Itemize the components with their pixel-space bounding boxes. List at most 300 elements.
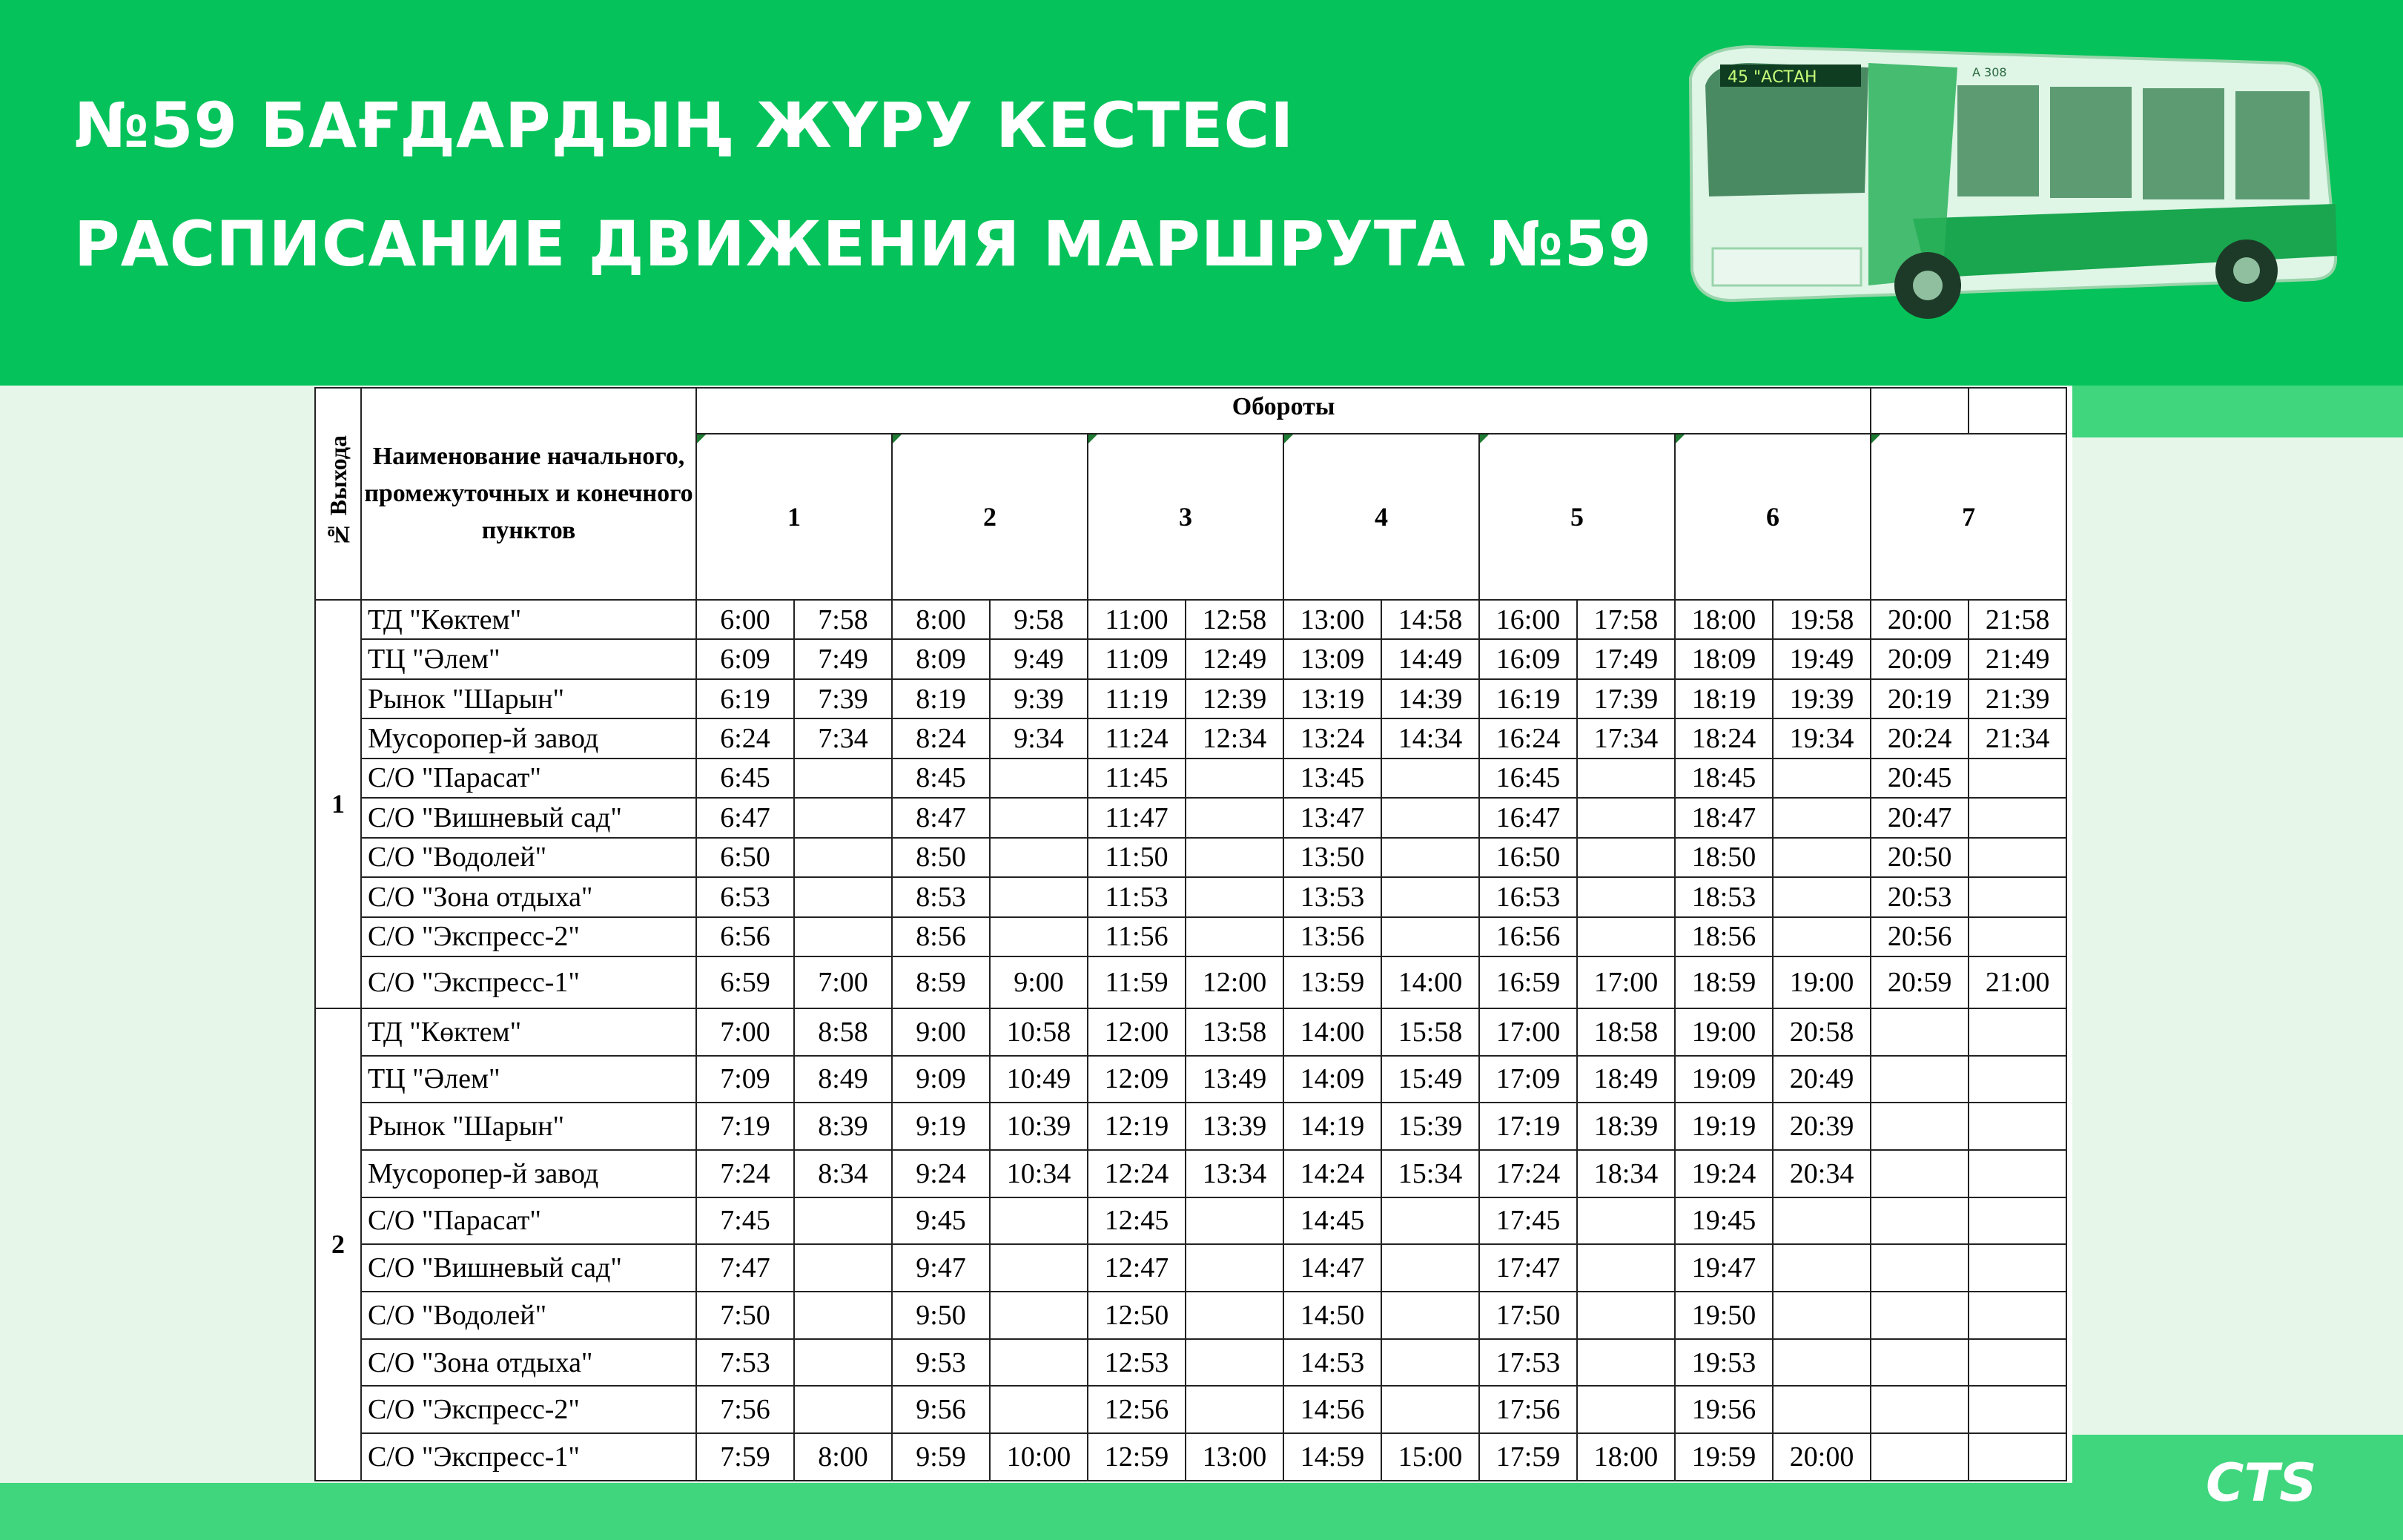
time-cell: 11:00: [1088, 600, 1186, 639]
time-cell: 12:09: [1088, 1056, 1186, 1103]
time-cell: 11:59: [1088, 956, 1186, 1008]
time-cell: [1773, 1197, 1871, 1245]
turn-number-header: 4: [1283, 434, 1479, 600]
time-cell: [1773, 877, 1871, 916]
time-cell: 6:45: [696, 759, 794, 798]
time-cell: 9:34: [990, 718, 1088, 758]
time-cell: 21:39: [1969, 679, 2066, 718]
time-cell: 9:00: [892, 1008, 990, 1056]
time-cell: [1381, 877, 1479, 916]
time-cell: [1773, 1244, 1871, 1292]
time-cell: [1577, 838, 1675, 877]
time-cell: 21:34: [1969, 718, 2066, 758]
time-cell: [1969, 838, 2066, 877]
time-cell: [1577, 1292, 1675, 1339]
time-cell: [1969, 1339, 2066, 1387]
time-cell: 9:47: [892, 1244, 990, 1292]
stop-name-cell: С/О "Вишневый сад": [361, 798, 696, 837]
time-cell: [1969, 877, 2066, 916]
time-cell: 9:50: [892, 1292, 990, 1339]
time-cell: 7:00: [794, 956, 892, 1008]
time-cell: 7:00: [696, 1008, 794, 1056]
time-cell: 11:53: [1088, 877, 1186, 916]
time-cell: 18:09: [1675, 639, 1773, 678]
time-cell: [1871, 1008, 1969, 1056]
time-cell: [794, 877, 892, 916]
time-cell: 12:34: [1186, 718, 1283, 758]
time-cell: 18:47: [1675, 798, 1773, 837]
time-cell: 18:00: [1675, 600, 1773, 639]
table-row: [315, 1008, 2073, 1056]
time-cell: [1969, 1386, 2066, 1433]
time-cell: 14:45: [1283, 1197, 1381, 1245]
time-cell: 12:19: [1088, 1103, 1186, 1150]
time-cell: [794, 1292, 892, 1339]
stop-name-cell: С/О "Водолей": [361, 838, 696, 877]
time-cell: [1871, 1292, 1969, 1339]
time-cell: 9:09: [892, 1056, 990, 1103]
time-cell: [990, 1292, 1088, 1339]
stop-name-column-header: Наименование начального, промежуточных и конечного пунктов: [361, 388, 696, 600]
stop-name-cell: Рынок "Шарын": [361, 1103, 696, 1150]
time-cell: 20:45: [1871, 759, 1969, 798]
time-cell: [1969, 759, 2066, 798]
time-cell: 13:56: [1283, 917, 1381, 956]
time-cell: [1381, 1386, 1479, 1433]
time-cell: 21:00: [1969, 956, 2066, 1008]
time-cell: [1773, 1292, 1871, 1339]
table-row: [315, 877, 2073, 916]
time-cell: 17:50: [1479, 1292, 1577, 1339]
time-cell: 8:59: [892, 956, 990, 1008]
time-cell: 11:50: [1088, 838, 1186, 877]
time-cell: 14:50: [1283, 1292, 1381, 1339]
time-cell: 13:34: [1186, 1150, 1283, 1197]
time-cell: 7:24: [696, 1150, 794, 1197]
turn-number-header: 6: [1675, 434, 1871, 600]
time-cell: 8:45: [892, 759, 990, 798]
time-cell: 19:19: [1675, 1103, 1773, 1150]
table-row: [315, 1386, 2073, 1433]
time-cell: [794, 1244, 892, 1292]
time-cell: 9:56: [892, 1386, 990, 1433]
time-cell: 13:00: [1186, 1433, 1283, 1481]
turns-group-header: Обороты: [696, 388, 1871, 434]
time-cell: [1773, 838, 1871, 877]
time-cell: 16:53: [1479, 877, 1577, 916]
time-cell: [1186, 798, 1283, 837]
time-cell: 16:50: [1479, 838, 1577, 877]
table-row: [315, 838, 2073, 877]
time-cell: 21:49: [1969, 639, 2066, 678]
stop-name-cell: ТЦ "Әлем": [361, 639, 696, 678]
time-cell: [1871, 1056, 1969, 1103]
time-cell: 9:24: [892, 1150, 990, 1197]
time-cell: 18:56: [1675, 917, 1773, 956]
time-cell: 12:00: [1088, 1008, 1186, 1056]
schedule-body: [315, 600, 2073, 1481]
time-cell: [1577, 759, 1675, 798]
time-cell: 10:34: [990, 1150, 1088, 1197]
time-cell: 9:58: [990, 600, 1088, 639]
time-cell: 14:24: [1283, 1150, 1381, 1197]
time-cell: [990, 877, 1088, 916]
decor-band-top: [2072, 386, 2403, 437]
stop-name-cell: С/О "Экспресс-1": [361, 1433, 696, 1481]
time-cell: 9:59: [892, 1433, 990, 1481]
time-cell: 18:00: [1577, 1433, 1675, 1481]
time-cell: 7:59: [696, 1433, 794, 1481]
bus-icon: [1646, 33, 2358, 330]
time-cell: 20:24: [1871, 718, 1969, 758]
time-cell: 14:59: [1283, 1433, 1381, 1481]
time-cell: 10:00: [990, 1433, 1088, 1481]
time-cell: 8:58: [794, 1008, 892, 1056]
time-cell: [794, 1339, 892, 1387]
time-cell: [1186, 759, 1283, 798]
header-banner: [0, 0, 2403, 386]
stop-name-cell: С/О "Экспресс-2": [361, 1386, 696, 1433]
time-cell: 14:19: [1283, 1103, 1381, 1150]
time-cell: [1577, 1197, 1675, 1245]
time-cell: 19:58: [1773, 600, 1871, 639]
time-cell: [1381, 1197, 1479, 1245]
time-cell: 11:09: [1088, 639, 1186, 678]
time-cell: 11:45: [1088, 759, 1186, 798]
time-cell: 19:39: [1773, 679, 1871, 718]
time-cell: [1186, 1292, 1283, 1339]
time-cell: 12:47: [1088, 1244, 1186, 1292]
time-cell: 7:49: [794, 639, 892, 678]
time-cell: 13:39: [1186, 1103, 1283, 1150]
time-cell: 20:47: [1871, 798, 1969, 837]
footer-band: [0, 1483, 2403, 1540]
stop-name-cell: С/О "Вишневый сад": [361, 1244, 696, 1292]
time-cell: 7:19: [696, 1103, 794, 1150]
time-cell: [1186, 917, 1283, 956]
stop-name-cell: Мусоропер-й завод: [361, 1150, 696, 1197]
time-cell: 13:47: [1283, 798, 1381, 837]
time-cell: 16:09: [1479, 639, 1577, 678]
time-cell: 6:56: [696, 917, 794, 956]
time-cell: [990, 838, 1088, 877]
time-cell: 19:09: [1675, 1056, 1773, 1103]
schedule-table: [314, 387, 2073, 1481]
time-cell: 16:59: [1479, 956, 1577, 1008]
time-cell: 16:00: [1479, 600, 1577, 639]
time-cell: [990, 1244, 1088, 1292]
time-cell: 13:49: [1186, 1056, 1283, 1103]
time-cell: 8:49: [794, 1056, 892, 1103]
time-cell: 8:00: [794, 1433, 892, 1481]
time-cell: 8:47: [892, 798, 990, 837]
exit-column-header: № Выхода: [315, 388, 361, 600]
time-cell: 7:45: [696, 1197, 794, 1245]
time-cell: 14:00: [1283, 1008, 1381, 1056]
time-cell: 8:00: [892, 600, 990, 639]
time-cell: 12:53: [1088, 1339, 1186, 1387]
turn-number-header: 1: [696, 434, 892, 600]
time-cell: 20:34: [1773, 1150, 1871, 1197]
time-cell: [1969, 1197, 2066, 1245]
time-cell: 17:59: [1479, 1433, 1577, 1481]
time-cell: 16:45: [1479, 759, 1577, 798]
time-cell: [1773, 917, 1871, 956]
time-cell: 12:00: [1186, 956, 1283, 1008]
turn-number-header: 5: [1479, 434, 1675, 600]
time-cell: 16:24: [1479, 718, 1577, 758]
time-cell: [1773, 1386, 1871, 1433]
time-cell: 19:59: [1675, 1433, 1773, 1481]
time-cell: 11:56: [1088, 917, 1186, 956]
time-cell: 18:58: [1577, 1008, 1675, 1056]
time-cell: [1969, 917, 2066, 956]
table-row: [315, 1056, 2073, 1103]
stop-name-cell: С/О "Парасат": [361, 1197, 696, 1245]
time-cell: 17:34: [1577, 718, 1675, 758]
table-row: [315, 718, 2073, 758]
time-cell: [794, 1386, 892, 1433]
time-cell: 17:47: [1479, 1244, 1577, 1292]
time-cell: 17:49: [1577, 639, 1675, 678]
time-cell: 10:39: [990, 1103, 1088, 1150]
time-cell: 18:59: [1675, 956, 1773, 1008]
turn-number-header: 7: [1871, 434, 2066, 600]
stop-name-cell: С/О "Зона отдыха": [361, 877, 696, 916]
time-cell: 15:49: [1381, 1056, 1479, 1103]
time-cell: 9:53: [892, 1339, 990, 1387]
time-cell: [1577, 798, 1675, 837]
time-cell: 9:39: [990, 679, 1088, 718]
table-row: [315, 1433, 2073, 1481]
time-cell: 19:34: [1773, 718, 1871, 758]
time-cell: [1871, 1386, 1969, 1433]
time-cell: 7:39: [794, 679, 892, 718]
time-cell: 14:00: [1381, 956, 1479, 1008]
time-cell: 6:53: [696, 877, 794, 916]
time-cell: 6:00: [696, 600, 794, 639]
time-cell: 8:39: [794, 1103, 892, 1150]
table-row: [315, 1150, 2073, 1197]
time-cell: 19:56: [1675, 1386, 1773, 1433]
time-cell: 14:49: [1381, 639, 1479, 678]
time-cell: [1381, 1339, 1479, 1387]
time-cell: 17:09: [1479, 1056, 1577, 1103]
time-cell: 14:58: [1381, 600, 1479, 639]
time-cell: 14:34: [1381, 718, 1479, 758]
table-row: [315, 1103, 2073, 1150]
time-cell: [794, 759, 892, 798]
time-cell: 13:58: [1186, 1008, 1283, 1056]
time-cell: 14:47: [1283, 1244, 1381, 1292]
time-cell: [990, 798, 1088, 837]
time-cell: [1969, 1103, 2066, 1150]
time-cell: 10:58: [990, 1008, 1088, 1056]
time-cell: 20:00: [1871, 600, 1969, 639]
schedule-table-container: [314, 387, 2072, 1481]
time-cell: [1773, 1339, 1871, 1387]
time-cell: [1577, 1386, 1675, 1433]
stop-name-cell: ТД "Көктем": [361, 600, 696, 639]
time-cell: 7:34: [794, 718, 892, 758]
time-cell: [1871, 1103, 1969, 1150]
time-cell: 17:00: [1479, 1008, 1577, 1056]
time-cell: 12:50: [1088, 1292, 1186, 1339]
stop-name-cell: Мусоропер-й завод: [361, 718, 696, 758]
time-cell: [1186, 1244, 1283, 1292]
time-cell: 6:09: [696, 639, 794, 678]
stop-name-cell: С/О "Зона отдыха": [361, 1339, 696, 1387]
time-cell: 16:56: [1479, 917, 1577, 956]
time-cell: [794, 838, 892, 877]
time-cell: 8:50: [892, 838, 990, 877]
header-empty-cell: [1871, 388, 1969, 434]
time-cell: [1186, 877, 1283, 916]
time-cell: 18:24: [1675, 718, 1773, 758]
time-cell: [1773, 798, 1871, 837]
time-cell: [1381, 1244, 1479, 1292]
time-cell: [1871, 1433, 1969, 1481]
time-cell: 19:47: [1675, 1244, 1773, 1292]
time-cell: 12:59: [1088, 1433, 1186, 1481]
stop-name-cell: С/О "Водолей": [361, 1292, 696, 1339]
time-cell: 14:53: [1283, 1339, 1381, 1387]
time-cell: [1577, 917, 1675, 956]
time-cell: 9:19: [892, 1103, 990, 1150]
time-cell: [990, 1386, 1088, 1433]
time-cell: [1577, 1339, 1675, 1387]
time-cell: [1577, 877, 1675, 916]
time-cell: 14:56: [1283, 1386, 1381, 1433]
time-cell: 11:47: [1088, 798, 1186, 837]
time-cell: 20:53: [1871, 877, 1969, 916]
time-cell: 14:09: [1283, 1056, 1381, 1103]
time-cell: [1969, 1292, 2066, 1339]
table-row: [315, 917, 2073, 956]
time-cell: 8:09: [892, 639, 990, 678]
time-cell: 13:00: [1283, 600, 1381, 639]
time-cell: 13:53: [1283, 877, 1381, 916]
time-cell: 15:34: [1381, 1150, 1479, 1197]
time-cell: 17:24: [1479, 1150, 1577, 1197]
time-cell: [990, 759, 1088, 798]
time-cell: [1186, 1197, 1283, 1245]
header-empty-cell: [1969, 388, 2066, 434]
time-cell: 11:24: [1088, 718, 1186, 758]
table-row: [315, 1244, 2073, 1292]
time-cell: [1186, 1386, 1283, 1433]
time-cell: 13:45: [1283, 759, 1381, 798]
time-cell: 13:50: [1283, 838, 1381, 877]
time-cell: 6:19: [696, 679, 794, 718]
table-row: [315, 600, 2073, 639]
svg-text:CTS: CTS: [2206, 1455, 2317, 1508]
time-cell: 17:39: [1577, 679, 1675, 718]
time-cell: 20:56: [1871, 917, 1969, 956]
time-cell: 18:53: [1675, 877, 1773, 916]
exit-number-cell: 1: [315, 600, 361, 1008]
time-cell: 8:56: [892, 917, 990, 956]
time-cell: [1969, 798, 2066, 837]
turn-number-header: 2: [892, 434, 1088, 600]
time-cell: 6:24: [696, 718, 794, 758]
time-cell: [1871, 1150, 1969, 1197]
table-row: [315, 798, 2073, 837]
stop-name-cell: Рынок "Шарын": [361, 679, 696, 718]
time-cell: 13:19: [1283, 679, 1381, 718]
time-cell: 17:58: [1577, 600, 1675, 639]
time-cell: 13:09: [1283, 639, 1381, 678]
time-cell: 12:49: [1186, 639, 1283, 678]
time-cell: [1871, 1197, 1969, 1245]
time-cell: 11:19: [1088, 679, 1186, 718]
time-cell: 18:39: [1577, 1103, 1675, 1150]
time-cell: 19:00: [1675, 1008, 1773, 1056]
time-cell: 6:59: [696, 956, 794, 1008]
stop-name-cell: С/О "Парасат": [361, 759, 696, 798]
exit-number-cell: 2: [315, 1008, 361, 1481]
time-cell: 17:19: [1479, 1103, 1577, 1150]
time-cell: 7:50: [696, 1292, 794, 1339]
time-cell: 19:24: [1675, 1150, 1773, 1197]
time-cell: [1381, 1292, 1479, 1339]
stop-name-cell: С/О "Экспресс-1": [361, 956, 696, 1008]
table-row: [315, 679, 2073, 718]
time-cell: 15:00: [1381, 1433, 1479, 1481]
time-cell: 12:45: [1088, 1197, 1186, 1245]
time-cell: [1381, 917, 1479, 956]
time-cell: 16:19: [1479, 679, 1577, 718]
time-cell: 18:45: [1675, 759, 1773, 798]
time-cell: [1871, 1339, 1969, 1387]
time-cell: [1969, 1008, 2066, 1056]
time-cell: 8:34: [794, 1150, 892, 1197]
time-cell: [1773, 759, 1871, 798]
time-cell: 13:24: [1283, 718, 1381, 758]
time-cell: 19:00: [1773, 956, 1871, 1008]
time-cell: 18:49: [1577, 1056, 1675, 1103]
time-cell: 17:56: [1479, 1386, 1577, 1433]
time-cell: 17:45: [1479, 1197, 1577, 1245]
time-cell: 16:47: [1479, 798, 1577, 837]
table-row: [315, 1197, 2073, 1245]
time-cell: 21:58: [1969, 600, 2066, 639]
title-kazakh: №59 БАҒДАРДЫҢ ЖҮРУ КЕСТЕСІ: [74, 89, 1295, 162]
time-cell: 20:00: [1773, 1433, 1871, 1481]
time-cell: 10:49: [990, 1056, 1088, 1103]
table-row: [315, 956, 2073, 1008]
time-cell: 19:45: [1675, 1197, 1773, 1245]
time-cell: [794, 798, 892, 837]
time-cell: 7:47: [696, 1244, 794, 1292]
time-cell: 7:58: [794, 600, 892, 639]
time-cell: [1381, 798, 1479, 837]
time-cell: 6:47: [696, 798, 794, 837]
time-cell: 15:58: [1381, 1008, 1479, 1056]
time-cell: [1186, 1339, 1283, 1387]
time-cell: 19:49: [1773, 639, 1871, 678]
time-cell: [1969, 1433, 2066, 1481]
title-russian: РАСПИСАНИЕ ДВИЖЕНИЯ МАРШРУТА №59: [74, 208, 1653, 280]
time-cell: [1969, 1244, 2066, 1292]
time-cell: [1186, 838, 1283, 877]
table-row: [315, 759, 2073, 798]
time-cell: 20:09: [1871, 639, 1969, 678]
time-cell: 15:39: [1381, 1103, 1479, 1150]
table-row: [315, 1292, 2073, 1339]
time-cell: 12:24: [1088, 1150, 1186, 1197]
time-cell: [1969, 1056, 2066, 1103]
